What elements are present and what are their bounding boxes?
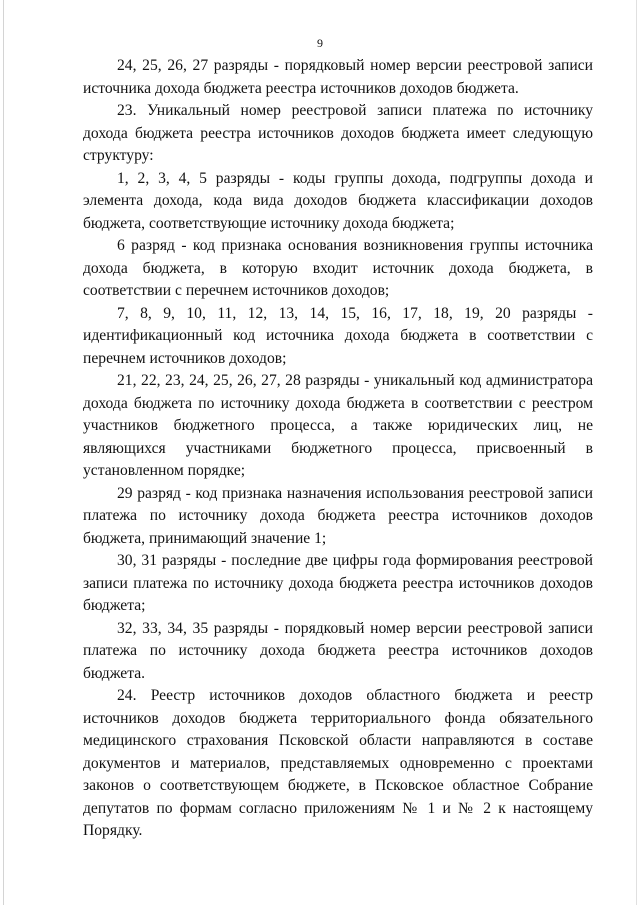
paragraph-item-24: 24. Реестр источников доходов областного бюджета и реестр источников доходов бюджета территориального фонда обязательного медицинского страхования Псковской области направляются в составе документов и материалов, представляемых одновременно с проектами законов о соответствующем бюджете, в Псковское областное Собрание депутатов по формам согласно приложениям № 1 и № 2 к настоящему Порядку.	[83, 687, 593, 839]
paragraph-digit-29: 29 разряд - код признака назначения использования реестровой записи платежа по источнику дохода бюджета реестра источников доходов бюджета, принимающий значение 1;	[83, 484, 593, 547]
paragraph-digits-7-20: 7, 8, 9, 10, 11, 12, 13, 14, 15, 16, 17, 18, 19, 20 разряды - идентификационный код источника дохода бюджета в соответствии с перечнем источников доходов;	[83, 304, 593, 367]
paragraph-item-23: 23. Уникальный номер реестровой записи платежа по источнику дохода бюджета реестра источников доходов бюджета имеет следующую структуру:	[83, 102, 593, 164]
page-edge-right	[636, 0, 637, 905]
page-number: 9	[317, 36, 323, 50]
paragraph-digit-6: 6 разряд - код признака основания возникновения группы источника дохода бюджета, в которую входит источник дохода бюджета, в соответствии с перечнем источников доходов;	[83, 237, 593, 299]
paragraph-digits-32-35: 32, 33, 34, 35 разряды - порядковый номер версии реестровой записи платежа по источнику дохода бюджета реестра источников доходов бюджета.	[83, 619, 593, 682]
page-edge-left	[3, 0, 4, 905]
document-body	[83, 55, 593, 843]
paragraph-digits-1-5: 1, 2, 3, 4, 5 разряды - коды группы дохода, подгруппы дохода и элемента дохода, кода вида доходов бюджета классификации доходов бюджета, соответствующие источнику дохода бюджета;	[83, 169, 593, 232]
paragraph-digits-24-27: 24, 25, 26, 27 разряды - порядковый номер версии реестровой записи источника дохода бюджета реестра источников доходов бюджета.	[83, 57, 593, 97]
paragraph-digits-21-28: 21, 22, 23, 24, 25, 26, 27, 28 разряды - уникальный код администратора дохода бюджета по источнику дохода бюджета в соответствии с реестром участников бюджетного процесса, а также юридических лиц, не являющихся участниками бюджетного процесса, присвоенный в установленном порядке;	[83, 372, 593, 479]
paragraph-digits-30-31: 30, 31 разряды - последние две цифры года формирования реестровой записи платежа по источнику дохода бюджета реестра источников доходов бюджета;	[83, 552, 593, 614]
